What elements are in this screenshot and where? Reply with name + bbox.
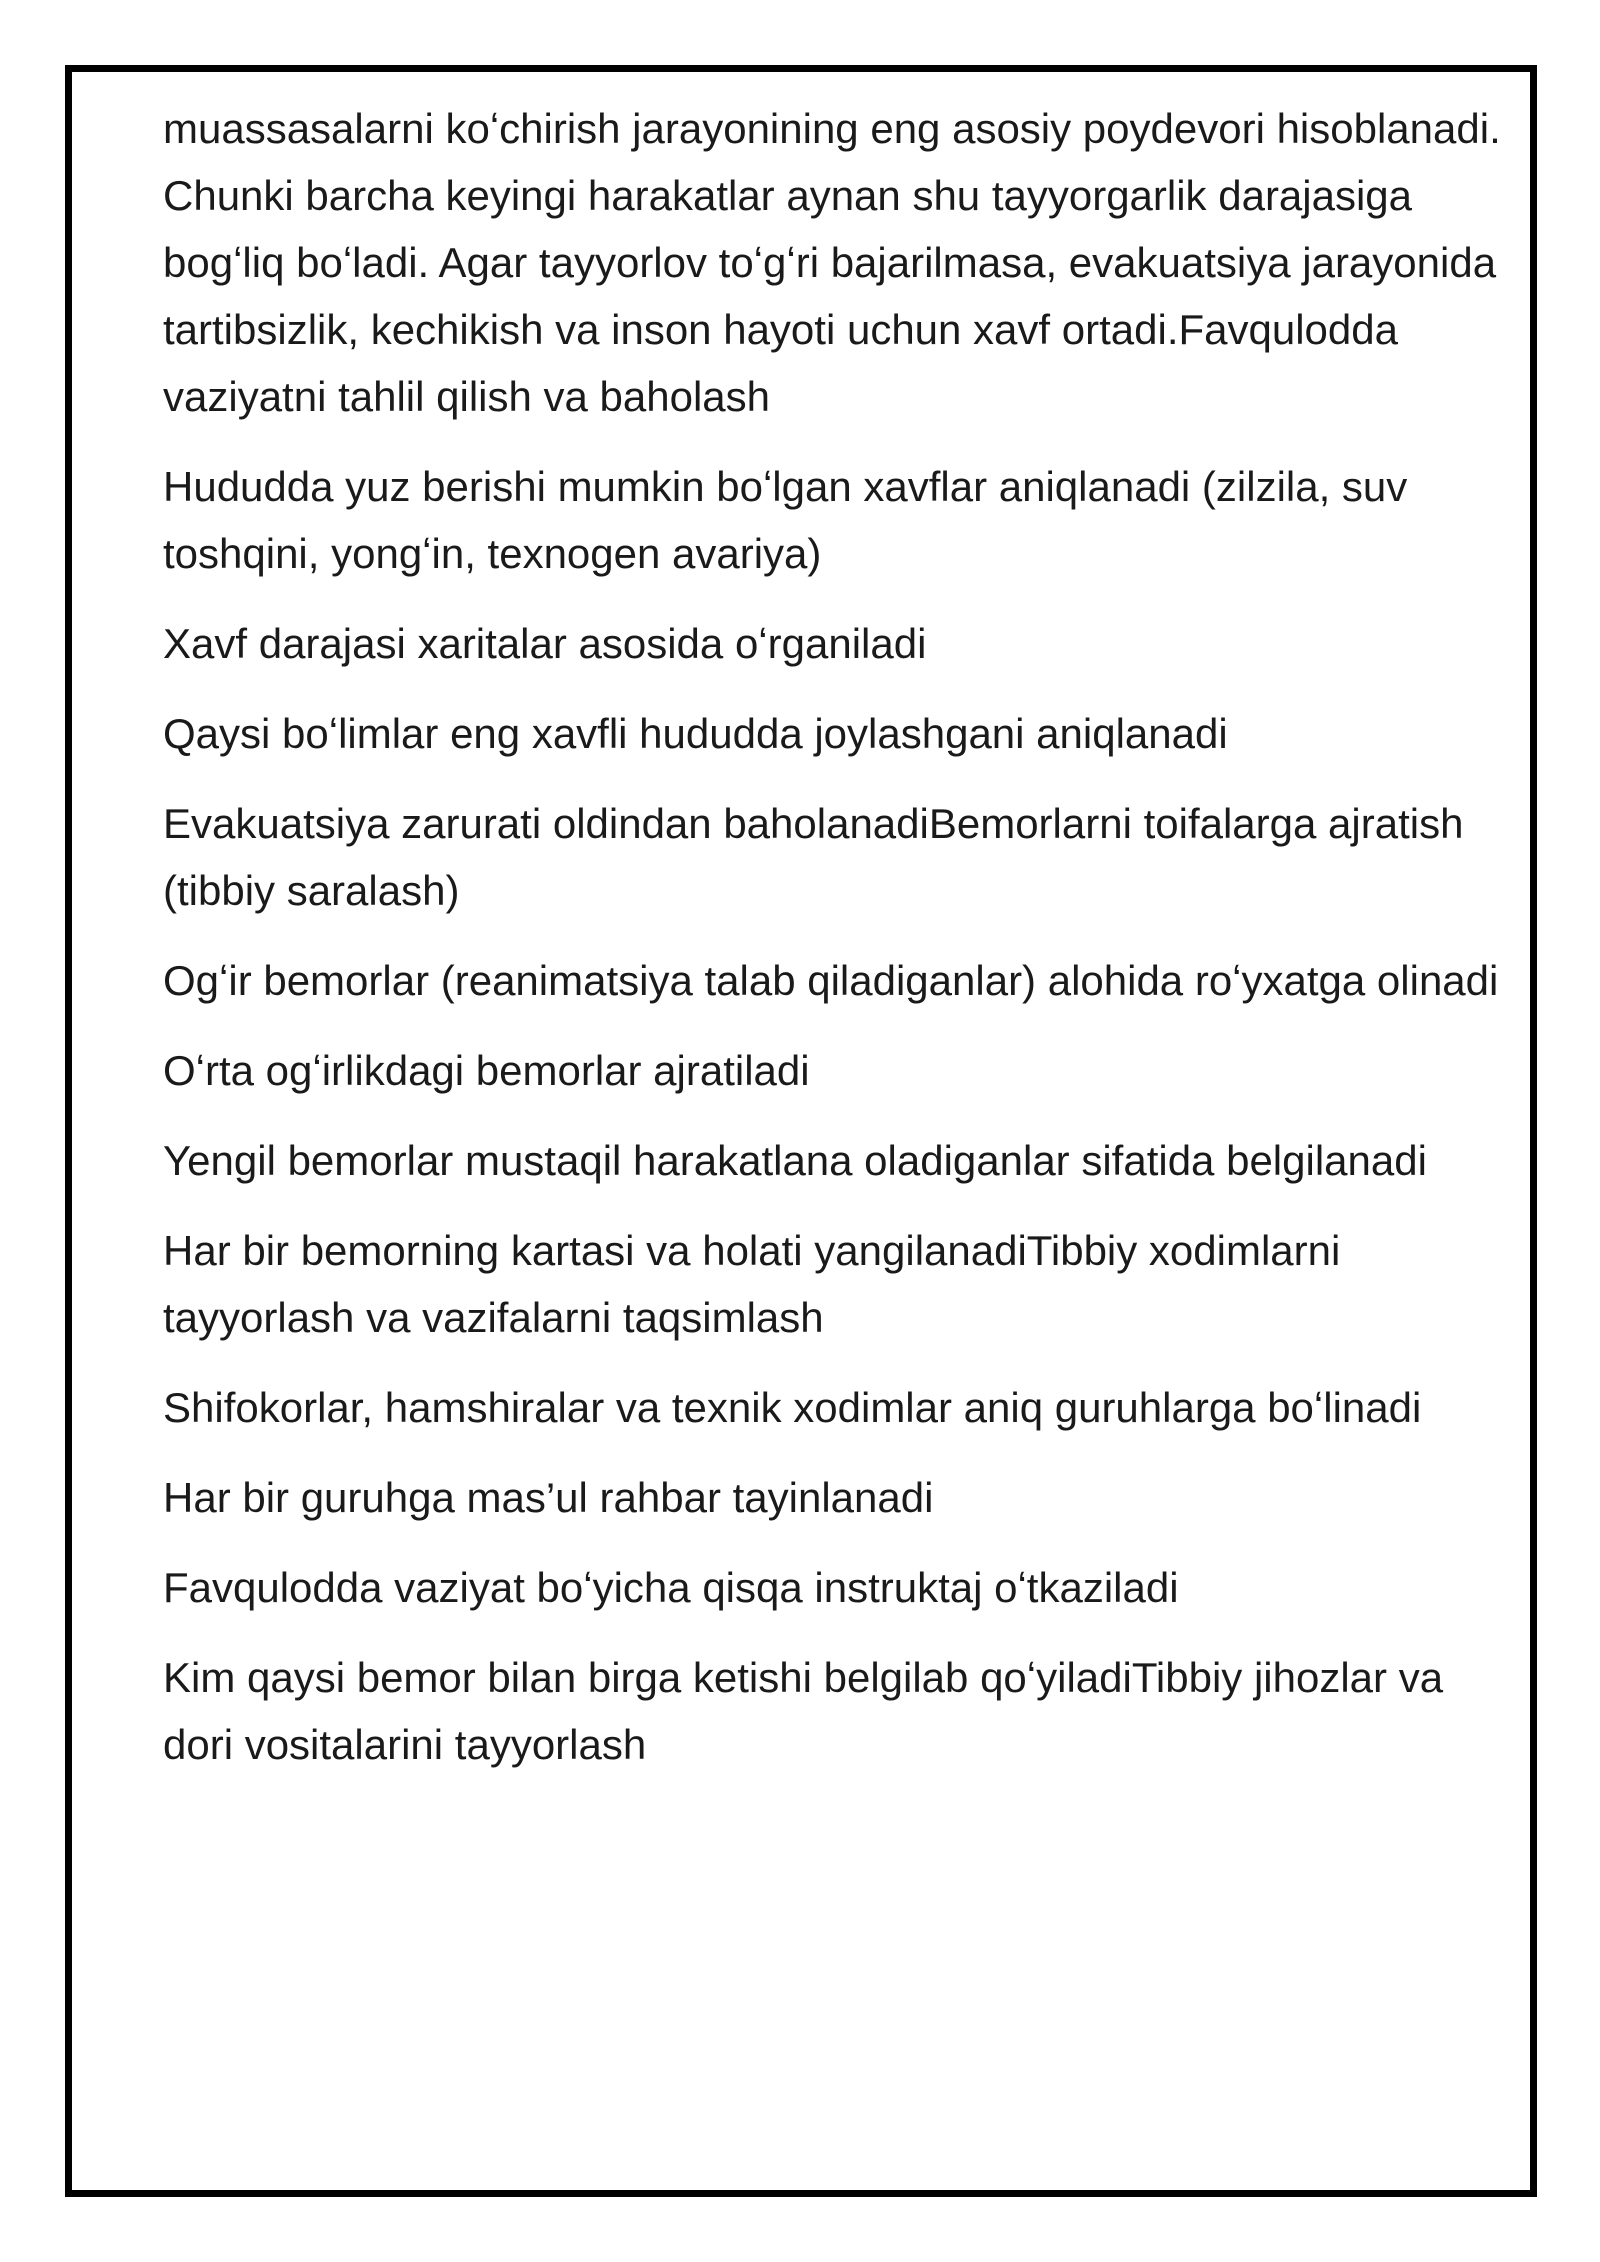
paragraph-6: Ogʻir bemorlar (reanimatsiya talab qiladiganlar) alohida roʻyxatga olinadi: [163, 957, 1499, 1004]
paragraph-9: Har bir bemorning kartasi va holati yangilanadiTibbiy xodimlarni tayyorlash va vazifalarni taqsimlash: [163, 1227, 1341, 1341]
paragraph-10: Shifokorlar, hamshiralar va texnik xodimlar aniq guruhlarga boʻlinadi: [163, 1384, 1422, 1431]
paragraph-2: Hududda yuz berishi mumkin boʻlgan xavflar aniqlanadi (zilzila, suv toshqini, yongʻin, texnogen avariya): [163, 463, 1408, 577]
paragraph-3: Xavf darajasi xaritalar asosida oʻrganiladi: [163, 620, 927, 667]
paragraph-4: Qaysi boʻlimlar eng xavfli hududda joylashgani aniqlanadi: [163, 710, 1228, 757]
paragraph-5: Evakuatsiya zarurati oldindan baholanadiBemorlarni toifalarga ajratish (tibbiy saralash): [163, 800, 1464, 914]
paragraph-12: Favqulodda vaziyat boʻyicha qisqa instruktaj oʻtkaziladi: [163, 1564, 1179, 1611]
paragraph-8: Yengil bemorlar mustaqil harakatlana oladiganlar sifatida belgilanadi: [163, 1137, 1427, 1184]
paragraph-1: muassasalarni koʻchirish jarayonining eng asosiy poydevori hisoblanadi. Chunki barcha keyingi harakatlar aynan shu tayyorgarlik darajasiga bogʻliq boʻladi. Agar tayyorlov toʻgʻri bajarilmasa, evakuatsiya jarayonida tartibsizlik, kechikish va inson hayoti uchun xavf ortadi.Favqulodda vaziyatni tahlil qilish va baholash: [163, 105, 1501, 420]
paragraph-13: Kim qaysi bemor bilan birga ketishi belgilab qoʻyiladiTibbiy jihozlar va dori vositalarini tayyorlash: [163, 1654, 1444, 1768]
paragraph-7: Oʻrta ogʻirlikdagi bemorlar ajratiladi: [163, 1047, 810, 1094]
document-body: [163, 95, 1503, 1801]
paragraph-11: Har bir guruhga mas’ul rahbar tayinlanadi: [163, 1474, 934, 1521]
